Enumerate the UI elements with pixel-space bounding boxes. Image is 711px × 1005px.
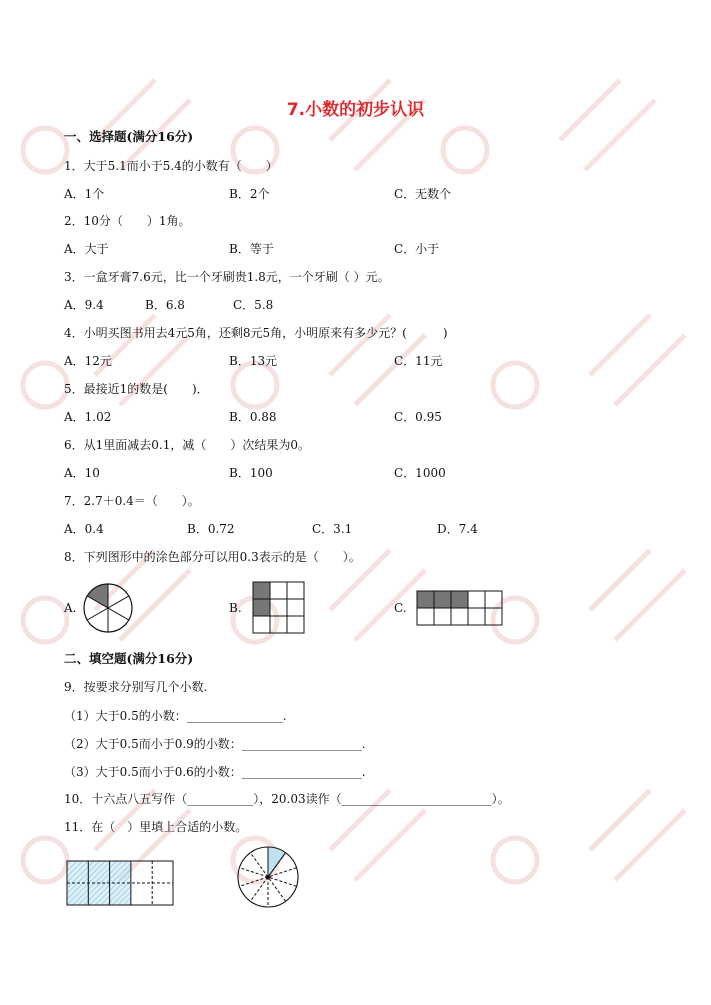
option: C．小于 <box>394 242 440 256</box>
question-stem: 6．从1里面减去0.1，减（ ）次结果为0。 <box>64 438 310 452</box>
option: A．1.02 <box>64 410 112 424</box>
fill-line: （3）大于0.5而小于0.6的小数：____________________. <box>64 765 366 779</box>
option: B．0.88 <box>229 410 277 424</box>
page-title: 7.小数的初步认识 <box>286 100 425 120</box>
option: B．0.72 <box>187 522 235 536</box>
option: C．3.1 <box>312 522 353 536</box>
question-stem: 11．在（ ）里填上合适的小数。 <box>64 820 248 834</box>
option: B．6.8 <box>145 298 185 312</box>
figure-b-grid <box>252 581 306 635</box>
option: C. <box>394 601 407 615</box>
section-heading: 一、选择题(满分16分) <box>64 129 194 144</box>
question-stem: 10．十六点八五写作（___________），20.03读作（_________________________）。 <box>64 792 510 806</box>
option: B. <box>229 601 242 615</box>
option: B．2个 <box>229 187 270 201</box>
option: A．0.4 <box>64 522 104 536</box>
question-stem: 2．10分（ ）1角。 <box>64 214 191 228</box>
question-stem: 9．按要求分别写几个小数. <box>64 680 208 694</box>
option: A．12元 <box>64 354 112 368</box>
section-heading: 二、填空题(满分16分) <box>64 651 194 666</box>
figure-a-circle <box>82 582 134 634</box>
figure-11-rectangle <box>66 860 176 908</box>
question-stem: 7．2.7＋0.4＝（ ）。 <box>64 494 200 508</box>
option: A．1个 <box>64 187 105 201</box>
question-stem: 1．大于5.1而小于5.4的小数有（ ） <box>64 159 278 173</box>
figure-11-circle <box>236 845 300 909</box>
option: B．等于 <box>229 242 274 256</box>
option: C．11元 <box>394 354 443 368</box>
option: C．5.8 <box>233 298 274 312</box>
option: A. <box>64 601 77 615</box>
option: A．大于 <box>64 242 109 256</box>
question-stem: 4．小明买图书用去4元5角，还剩8元5角，小明原来有多少元？( ) <box>64 326 448 340</box>
fill-line: （1）大于0.5的小数：________________. <box>64 709 287 723</box>
fill-line: （2）大于0.5而小于0.9的小数：____________________. <box>64 737 366 751</box>
option: A．9.4 <box>64 298 104 312</box>
question-stem: 5．最接近1的数是( )． <box>64 382 209 396</box>
option: B．13元 <box>229 354 278 368</box>
question-stem: 3．一盒牙膏7.6元，比一个牙刷贵1.8元，一个牙刷（ ）元。 <box>64 270 390 284</box>
figure-c-grid <box>416 590 504 626</box>
question-stem: 8．下列图形中的涂色部分可以用0.3表示的是（ ）。 <box>64 550 361 564</box>
option: D．7.4 <box>437 522 478 536</box>
option: C．1000 <box>394 466 446 480</box>
option: C．无数个 <box>394 187 452 201</box>
option: A．10 <box>64 466 100 480</box>
option: C．0.95 <box>394 410 442 424</box>
option: B．100 <box>229 466 273 480</box>
